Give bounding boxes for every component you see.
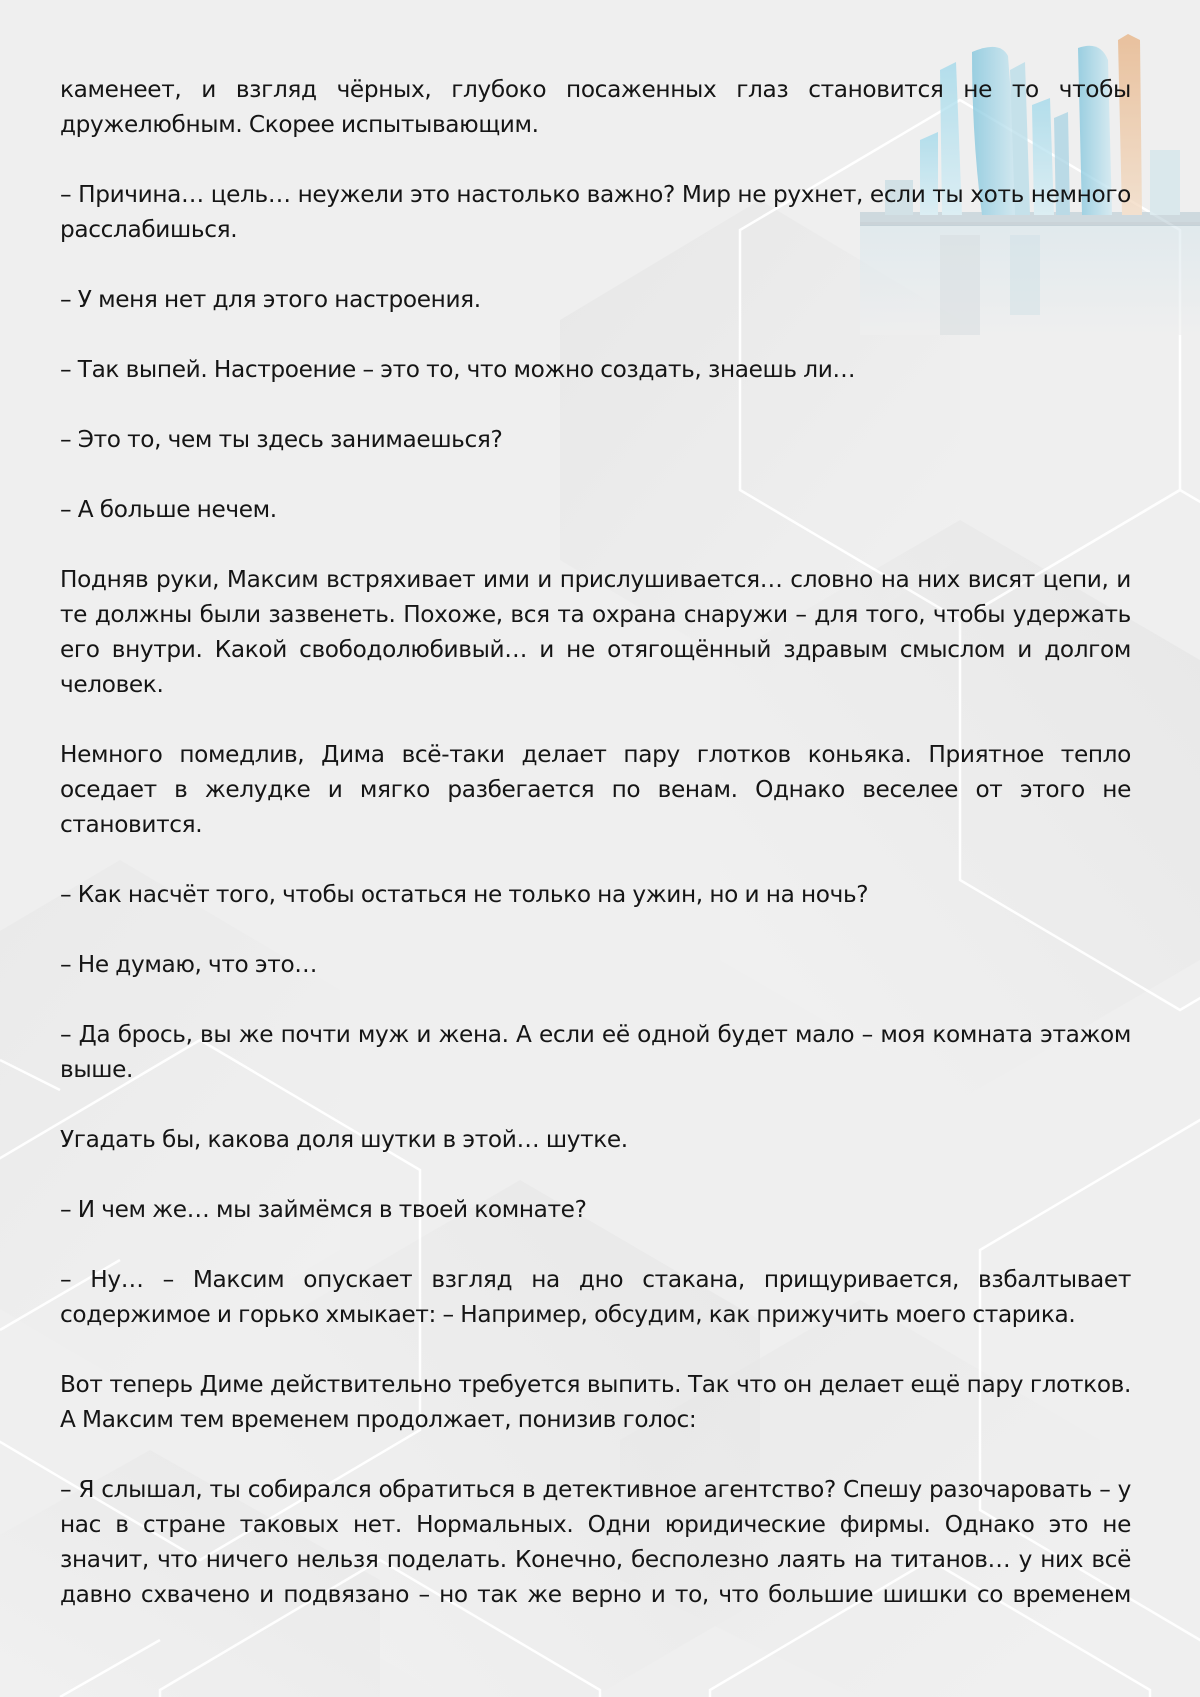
paragraph: – Причина… цель… неужели это настолько важно? Мир не рухнет, если ты хоть немного расслабишься.: [60, 181, 1131, 243]
paragraph: Немного помедлив, Дима всё-таки делает пару глотков коньяка. Приятное тепло оседает в желудке и мягко разбегается по венам. Однако веселее от этого не становится.: [60, 741, 1131, 838]
paragraph: каменеет, и взгляд чёрных, глубоко посаженных глаз становится не то чтобы дружелюбным. Скорее испытывающим.: [60, 76, 1131, 138]
paragraph: – Это то, чем ты здесь занимаешься?: [60, 426, 503, 453]
paragraph: – И чем же… мы займёмся в твоей комнате?: [60, 1196, 587, 1223]
paragraph: – Да брось, вы же почти муж и жена. А если её одной будет мало – моя комната этажом выше.: [60, 1021, 1131, 1083]
paragraph: – Так выпей. Настроение – это то, что можно создать, знаешь ли…: [60, 356, 856, 383]
paragraph: – Не думаю, что это…: [60, 951, 318, 978]
paragraph: Угадать бы, какова доля шутки в этой… шутке.: [60, 1126, 628, 1153]
paragraph: – Как насчёт того, чтобы остаться не только на ужин, но и на ночь?: [60, 881, 869, 908]
paragraph: Подняв руки, Максим встряхивает ими и прислушивается… словно на них висят цепи, и те должны были зазвенеть. Похоже, вся та охрана снаружи – для того, чтобы удержать его внутри. Какой свободолюбивый… и не отягощённый здравым смыслом и долгом человек.: [60, 566, 1131, 698]
paragraph: Вот теперь Диме действительно требуется выпить. Так что он делает ещё пару глотков. А Максим тем временем продолжает, понизив голос:: [60, 1371, 1131, 1433]
paragraph: – У меня нет для этого настроения.: [60, 286, 481, 313]
document-page: [60, 72, 1131, 1612]
paragraph: – Я слышал, ты собирался обратиться в детективное агентство? Спешу разочаровать – у нас в стране таковых нет. Нормальных. Одни юридические фирмы. Однако это не значит, что ничего нельзя поделать. Конечно, бесполезно лаять на титанов… у них всё давно схвачено и подвязано – но так же верно и то, что большие шишки со временем: [60, 1476, 1131, 1608]
paragraph: – А больше нечем.: [60, 496, 277, 523]
paragraph: – Ну… – Максим опускает взгляд на дно стакана, прищуривается, взбалтывает содержимое и горько хмыкает: – Например, обсудим, как прижучить моего старика.: [60, 1266, 1131, 1328]
